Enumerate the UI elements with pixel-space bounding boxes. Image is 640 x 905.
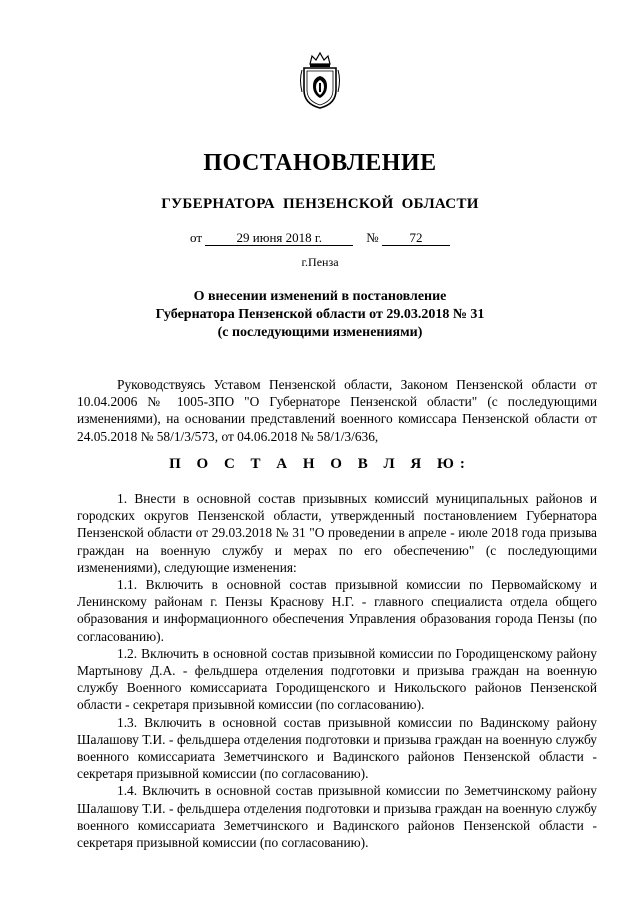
heading-line-2: Губернатора Пензенской области от 29.03.2018 № 31: [155, 307, 485, 322]
date-number-line: [0, 230, 640, 246]
clause-1-4: 1.4. Включить в основной состав призывной комиссии по Земетчинскому району Шалашову Т.И. - фельдшера отделения подготовки и призыва граждан на военную службу военного комиссариата Земетчинского и Вадинского районов Пензенской области - секретаря призывной комиссии (по согласованию).: [77, 783, 597, 851]
clause-1: 1. Внести в основной состав призывных комиссий муниципальных районов и городских округов Пензенской области, утвержденный постановлением Губернатора Пензенской области от 29.03.2018 № 31 "О проведении в апреле - июле 2018 года призыва граждан на военную службу и мерах по его обеспечению" (с последующими изменениями), следующие изменения:: [77, 491, 597, 575]
document-date: 29 июня 2018 г.: [205, 230, 353, 246]
issuer-name: ГУБЕРНАТОРА ПЕНЗЕНСКОЙ ОБЛАСТИ: [161, 196, 479, 212]
document-number: 72: [382, 230, 450, 246]
clauses-block: [77, 490, 597, 851]
clause-1-2: 1.2. Включить в основной состав призывной комиссии по Городищенскому району Мартынову Д.А. - фельдшера отделения подготовки и призыва граждан на военную службу Военного комиссариата Городищенского и Никольского районов Пензенской области - секретаря призывной комиссии (по согласованию).: [77, 645, 597, 713]
preamble-block: [77, 376, 597, 445]
date-prefix: от: [190, 230, 203, 245]
number-prefix: №: [366, 230, 379, 245]
clause-1-1: 1.1. Включить в основной состав призывной комиссии по Первомайскому и Ленинскому районам г. Пензы Краснову Н.Г. - главного специалиста отдела общего образования и информационного обеспечения Управления образования города Пензы (по согласованию).: [77, 577, 597, 644]
clause-1-3: 1.3. Включить в основной состав призывной комиссии по Вадинскому району Шалашову Т.И. - фельдшера отделения подготовки и призыва граждан на военную службу военного комиссариата Земетчинского и Вадинского районов Пензенской области - секретаря призывной комиссии (по согласованию).: [77, 714, 597, 782]
document-type: ПОСТАНОВЛЕНИЕ: [203, 150, 437, 176]
decree-word: П О С Т А Н О В Л Я Ю:: [169, 456, 471, 472]
city-name: г.Пенза: [301, 255, 339, 269]
heading-line-3: (с последующими изменениями): [217, 325, 423, 340]
preamble-paragraph: Руководствуясь Уставом Пензенской области, Законом Пензенской области от 10.04.2006 № 1005-ЗПО "О Губернаторе Пензенской области" (с последующими изменениями), на основании представлений военного комиссара Пензенской области от 24.05.2018 № 58/1/3/573, от 04.06.2018 № 58/1/3/636,: [77, 377, 597, 444]
heading-line-1: О внесении изменений в постановление: [193, 289, 447, 304]
document-heading: [0, 288, 640, 342]
coat-of-arms-icon: [298, 50, 342, 110]
